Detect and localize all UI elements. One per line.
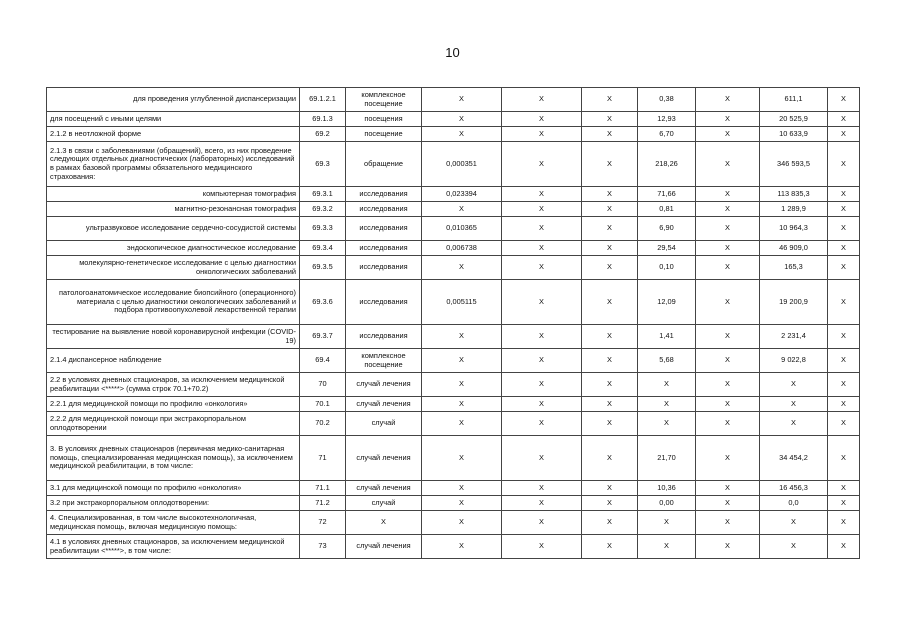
- row-col10-cell: Х: [828, 511, 860, 535]
- row-code-cell: 71: [300, 436, 346, 481]
- row-col4-cell: Х: [422, 481, 502, 496]
- row-unit-cell: комплексное посещение: [346, 88, 422, 112]
- table-row: [47, 436, 860, 481]
- row-col7-cell: 21,70: [638, 436, 696, 481]
- table-row: [47, 241, 860, 256]
- row-col5-cell: Х: [502, 112, 582, 127]
- row-col9-cell: Х: [760, 412, 828, 436]
- row-col7-cell: 5,68: [638, 349, 696, 373]
- row-col9-cell: 346 593,5: [760, 142, 828, 187]
- row-col10-cell: Х: [828, 187, 860, 202]
- row-col7-cell: 10,36: [638, 481, 696, 496]
- table-row: [47, 142, 860, 187]
- row-col8-cell: Х: [696, 280, 760, 325]
- row-name-cell: молекулярно-генетическое исследование с целью диагностики онкологических заболеваний: [47, 256, 300, 280]
- row-code-cell: 72: [300, 511, 346, 535]
- row-col4-cell: Х: [422, 511, 502, 535]
- row-col10-cell: Х: [828, 349, 860, 373]
- row-code-cell: 69.3.4: [300, 241, 346, 256]
- row-name-cell: для проведения углубленной диспансеризации: [47, 88, 300, 112]
- row-col10-cell: Х: [828, 241, 860, 256]
- row-name-cell: 2.2.2 для медицинской помощи при экстракорпоральном оплодотворении: [47, 412, 300, 436]
- row-code-cell: 71.2: [300, 496, 346, 511]
- table-row: [47, 373, 860, 397]
- row-col8-cell: Х: [696, 325, 760, 349]
- row-code-cell: 69.3.2: [300, 202, 346, 217]
- table-row: [47, 535, 860, 559]
- row-col7-cell: Х: [638, 412, 696, 436]
- row-col8-cell: Х: [696, 496, 760, 511]
- row-col9-cell: 0,0: [760, 496, 828, 511]
- row-code-cell: 69.1.3: [300, 112, 346, 127]
- row-col6-cell: Х: [582, 325, 638, 349]
- row-col4-cell: 0,005115: [422, 280, 502, 325]
- row-col7-cell: 12,09: [638, 280, 696, 325]
- row-code-cell: 70: [300, 373, 346, 397]
- row-col10-cell: Х: [828, 481, 860, 496]
- row-col9-cell: 10 633,9: [760, 127, 828, 142]
- row-col10-cell: Х: [828, 256, 860, 280]
- table-row: [47, 256, 860, 280]
- table-row: [47, 496, 860, 511]
- row-name-cell: 2.2.1 для медицинской помощи по профилю «онкология»: [47, 397, 300, 412]
- row-col10-cell: Х: [828, 325, 860, 349]
- row-unit-cell: случай: [346, 412, 422, 436]
- row-col4-cell: Х: [422, 88, 502, 112]
- row-col5-cell: Х: [502, 397, 582, 412]
- table-row: [47, 127, 860, 142]
- row-col4-cell: Х: [422, 325, 502, 349]
- row-col6-cell: Х: [582, 256, 638, 280]
- page-number: 10: [445, 45, 460, 60]
- row-col10-cell: Х: [828, 397, 860, 412]
- row-unit-cell: обращение: [346, 142, 422, 187]
- table-row: [47, 325, 860, 349]
- row-col7-cell: 29,54: [638, 241, 696, 256]
- row-col5-cell: Х: [502, 481, 582, 496]
- row-col6-cell: Х: [582, 202, 638, 217]
- row-col6-cell: Х: [582, 481, 638, 496]
- row-col6-cell: Х: [582, 280, 638, 325]
- row-col4-cell: Х: [422, 496, 502, 511]
- row-col5-cell: Х: [502, 373, 582, 397]
- row-unit-cell: исследования: [346, 202, 422, 217]
- row-col6-cell: Х: [582, 241, 638, 256]
- row-col10-cell: Х: [828, 496, 860, 511]
- row-col7-cell: Х: [638, 511, 696, 535]
- table-row: [47, 481, 860, 496]
- row-col5-cell: Х: [502, 256, 582, 280]
- row-col9-cell: 165,3: [760, 256, 828, 280]
- row-col4-cell: Х: [422, 256, 502, 280]
- row-col8-cell: Х: [696, 112, 760, 127]
- row-col5-cell: Х: [502, 142, 582, 187]
- row-code-cell: 69.3.7: [300, 325, 346, 349]
- row-col9-cell: 2 231,4: [760, 325, 828, 349]
- row-unit-cell: Х: [346, 511, 422, 535]
- row-col4-cell: 0,023394: [422, 187, 502, 202]
- row-col6-cell: Х: [582, 112, 638, 127]
- row-unit-cell: случай лечения: [346, 535, 422, 559]
- row-col4-cell: Х: [422, 412, 502, 436]
- row-col10-cell: Х: [828, 535, 860, 559]
- row-col4-cell: Х: [422, 202, 502, 217]
- row-name-cell: 2.1.4 диспансерное наблюдение: [47, 349, 300, 373]
- row-col5-cell: Х: [502, 535, 582, 559]
- row-col6-cell: Х: [582, 511, 638, 535]
- row-name-cell: 3.1 для медицинской помощи по профилю «онкология»: [47, 481, 300, 496]
- table-row: [47, 217, 860, 241]
- row-col4-cell: Х: [422, 127, 502, 142]
- row-unit-cell: случай лечения: [346, 436, 422, 481]
- row-code-cell: 73: [300, 535, 346, 559]
- row-col5-cell: Х: [502, 436, 582, 481]
- row-col5-cell: Х: [502, 325, 582, 349]
- row-col5-cell: Х: [502, 412, 582, 436]
- row-unit-cell: исследования: [346, 325, 422, 349]
- table-row: [47, 412, 860, 436]
- row-code-cell: 69.3.6: [300, 280, 346, 325]
- row-col9-cell: 20 525,9: [760, 112, 828, 127]
- table-row: [47, 511, 860, 535]
- row-col7-cell: 71,66: [638, 187, 696, 202]
- row-code-cell: 69.3.1: [300, 187, 346, 202]
- row-col5-cell: Х: [502, 202, 582, 217]
- table-row: [47, 88, 860, 112]
- row-col9-cell: 1 289,9: [760, 202, 828, 217]
- table-row: [47, 349, 860, 373]
- row-col9-cell: 113 835,3: [760, 187, 828, 202]
- row-col7-cell: 6,70: [638, 127, 696, 142]
- row-col7-cell: 1,41: [638, 325, 696, 349]
- row-col8-cell: Х: [696, 88, 760, 112]
- row-col5-cell: Х: [502, 241, 582, 256]
- row-col10-cell: Х: [828, 88, 860, 112]
- row-code-cell: 69.3.5: [300, 256, 346, 280]
- row-col5-cell: Х: [502, 349, 582, 373]
- row-col7-cell: 0,38: [638, 88, 696, 112]
- row-col6-cell: Х: [582, 127, 638, 142]
- row-code-cell: 70.2: [300, 412, 346, 436]
- row-name-cell: для посещений с иными целями: [47, 112, 300, 127]
- row-col6-cell: Х: [582, 217, 638, 241]
- row-col7-cell: Х: [638, 373, 696, 397]
- row-col4-cell: 0,000351: [422, 142, 502, 187]
- row-unit-cell: комплексное посещение: [346, 349, 422, 373]
- row-col10-cell: Х: [828, 280, 860, 325]
- row-col9-cell: Х: [760, 511, 828, 535]
- row-col5-cell: Х: [502, 88, 582, 112]
- row-col9-cell: 16 456,3: [760, 481, 828, 496]
- row-col9-cell: Х: [760, 535, 828, 559]
- row-code-cell: 69.4: [300, 349, 346, 373]
- row-name-cell: компьютерная томография: [47, 187, 300, 202]
- row-col10-cell: Х: [828, 373, 860, 397]
- row-code-cell: 69.3: [300, 142, 346, 187]
- row-code-cell: 69.1.2.1: [300, 88, 346, 112]
- row-col5-cell: Х: [502, 496, 582, 511]
- row-col7-cell: 0,00: [638, 496, 696, 511]
- row-name-cell: 2.2 в условиях дневных стационаров, за исключением медицинской реабилитации <*****> (сумма строк 70.1+70.2): [47, 373, 300, 397]
- row-col8-cell: Х: [696, 511, 760, 535]
- row-col8-cell: Х: [696, 436, 760, 481]
- row-name-cell: ультразвуковое исследование сердечно-сосудистой системы: [47, 217, 300, 241]
- row-unit-cell: случай лечения: [346, 397, 422, 412]
- row-col6-cell: Х: [582, 496, 638, 511]
- row-name-cell: тестирование на выявление новой коронавирусной инфекции (COVID-19): [47, 325, 300, 349]
- row-col5-cell: Х: [502, 511, 582, 535]
- row-col4-cell: Х: [422, 112, 502, 127]
- row-name-cell: патологоанатомическое исследование биопсийного (операционного) материала с целью диагностики онкологических заболеваний и подбора противоопухолевой лекарственной терапии: [47, 280, 300, 325]
- row-unit-cell: случай лечения: [346, 481, 422, 496]
- row-col4-cell: Х: [422, 535, 502, 559]
- row-col6-cell: Х: [582, 436, 638, 481]
- table-body: [47, 88, 860, 559]
- row-col8-cell: Х: [696, 535, 760, 559]
- row-code-cell: 71.1: [300, 481, 346, 496]
- row-col10-cell: Х: [828, 112, 860, 127]
- row-col4-cell: Х: [422, 436, 502, 481]
- row-col7-cell: 12,93: [638, 112, 696, 127]
- row-unit-cell: исследования: [346, 187, 422, 202]
- row-col7-cell: 6,90: [638, 217, 696, 241]
- row-code-cell: 69.2: [300, 127, 346, 142]
- row-code-cell: 70.1: [300, 397, 346, 412]
- row-name-cell: эндоскопическое диагностическое исследование: [47, 241, 300, 256]
- row-col10-cell: Х: [828, 436, 860, 481]
- row-col8-cell: Х: [696, 241, 760, 256]
- row-col7-cell: Х: [638, 535, 696, 559]
- row-col4-cell: Х: [422, 397, 502, 412]
- row-col6-cell: Х: [582, 142, 638, 187]
- row-col9-cell: 34 454,2: [760, 436, 828, 481]
- row-name-cell: 4.1 в условиях дневных стационаров, за исключением медицинской реабилитации <*****>, в том числе:: [47, 535, 300, 559]
- row-col8-cell: Х: [696, 397, 760, 412]
- row-col8-cell: Х: [696, 349, 760, 373]
- row-col10-cell: Х: [828, 412, 860, 436]
- row-unit-cell: исследования: [346, 217, 422, 241]
- row-col8-cell: Х: [696, 481, 760, 496]
- row-col6-cell: Х: [582, 187, 638, 202]
- row-col9-cell: 19 200,9: [760, 280, 828, 325]
- row-col4-cell: 0,010365: [422, 217, 502, 241]
- table-row: [47, 280, 860, 325]
- row-col6-cell: Х: [582, 88, 638, 112]
- row-col10-cell: Х: [828, 142, 860, 187]
- row-code-cell: 69.3.3: [300, 217, 346, 241]
- row-name-cell: 3. В условиях дневных стационаров (первичная медико-санитарная помощь, специализированная медицинская помощь), за исключением медицинской реабилитации, в том числе:: [47, 436, 300, 481]
- table-row: [47, 187, 860, 202]
- row-name-cell: 2.1.2 в неотложной форме: [47, 127, 300, 142]
- row-col5-cell: Х: [502, 127, 582, 142]
- row-col8-cell: Х: [696, 412, 760, 436]
- row-col4-cell: Х: [422, 373, 502, 397]
- row-unit-cell: посещения: [346, 112, 422, 127]
- row-col5-cell: Х: [502, 280, 582, 325]
- row-col8-cell: Х: [696, 187, 760, 202]
- table-row: [47, 112, 860, 127]
- row-col10-cell: Х: [828, 217, 860, 241]
- row-col6-cell: Х: [582, 349, 638, 373]
- row-col8-cell: Х: [696, 127, 760, 142]
- row-name-cell: 3.2 при экстракорпоральном оплодотворении:: [47, 496, 300, 511]
- row-name-cell: 4. Специализированная, в том числе высокотехнологичная, медицинская помощь, включая медицинскую помощь:: [47, 511, 300, 535]
- row-col7-cell: 0,10: [638, 256, 696, 280]
- row-col10-cell: Х: [828, 202, 860, 217]
- row-col9-cell: Х: [760, 397, 828, 412]
- row-unit-cell: исследования: [346, 241, 422, 256]
- row-col9-cell: 9 022,8: [760, 349, 828, 373]
- tariff-table: [46, 87, 860, 559]
- row-col10-cell: Х: [828, 127, 860, 142]
- row-col6-cell: Х: [582, 397, 638, 412]
- row-col6-cell: Х: [582, 412, 638, 436]
- row-col9-cell: 611,1: [760, 88, 828, 112]
- row-col7-cell: Х: [638, 397, 696, 412]
- row-col7-cell: 218,26: [638, 142, 696, 187]
- row-col9-cell: Х: [760, 373, 828, 397]
- row-name-cell: 2.1.3 в связи с заболеваниями (обращений), всего, из них проведение следующих отдельных диагностических (лабораторных) исследований в рамках базовой программы обязательного медицинского страхования:: [47, 142, 300, 187]
- row-col6-cell: Х: [582, 373, 638, 397]
- row-col8-cell: Х: [696, 256, 760, 280]
- row-name-cell: магнитно-резонансная томография: [47, 202, 300, 217]
- row-col4-cell: 0,006738: [422, 241, 502, 256]
- table-row: [47, 397, 860, 412]
- row-col9-cell: 10 964,3: [760, 217, 828, 241]
- row-unit-cell: случай: [346, 496, 422, 511]
- row-unit-cell: исследования: [346, 280, 422, 325]
- row-col8-cell: Х: [696, 217, 760, 241]
- row-col8-cell: Х: [696, 142, 760, 187]
- row-col9-cell: 46 909,0: [760, 241, 828, 256]
- row-unit-cell: исследования: [346, 256, 422, 280]
- row-col8-cell: Х: [696, 202, 760, 217]
- row-col5-cell: Х: [502, 217, 582, 241]
- row-unit-cell: случай лечения: [346, 373, 422, 397]
- table-row: [47, 202, 860, 217]
- row-col5-cell: Х: [502, 187, 582, 202]
- row-col7-cell: 0,81: [638, 202, 696, 217]
- row-col8-cell: Х: [696, 373, 760, 397]
- row-col4-cell: Х: [422, 349, 502, 373]
- row-unit-cell: посещение: [346, 127, 422, 142]
- row-col6-cell: Х: [582, 535, 638, 559]
